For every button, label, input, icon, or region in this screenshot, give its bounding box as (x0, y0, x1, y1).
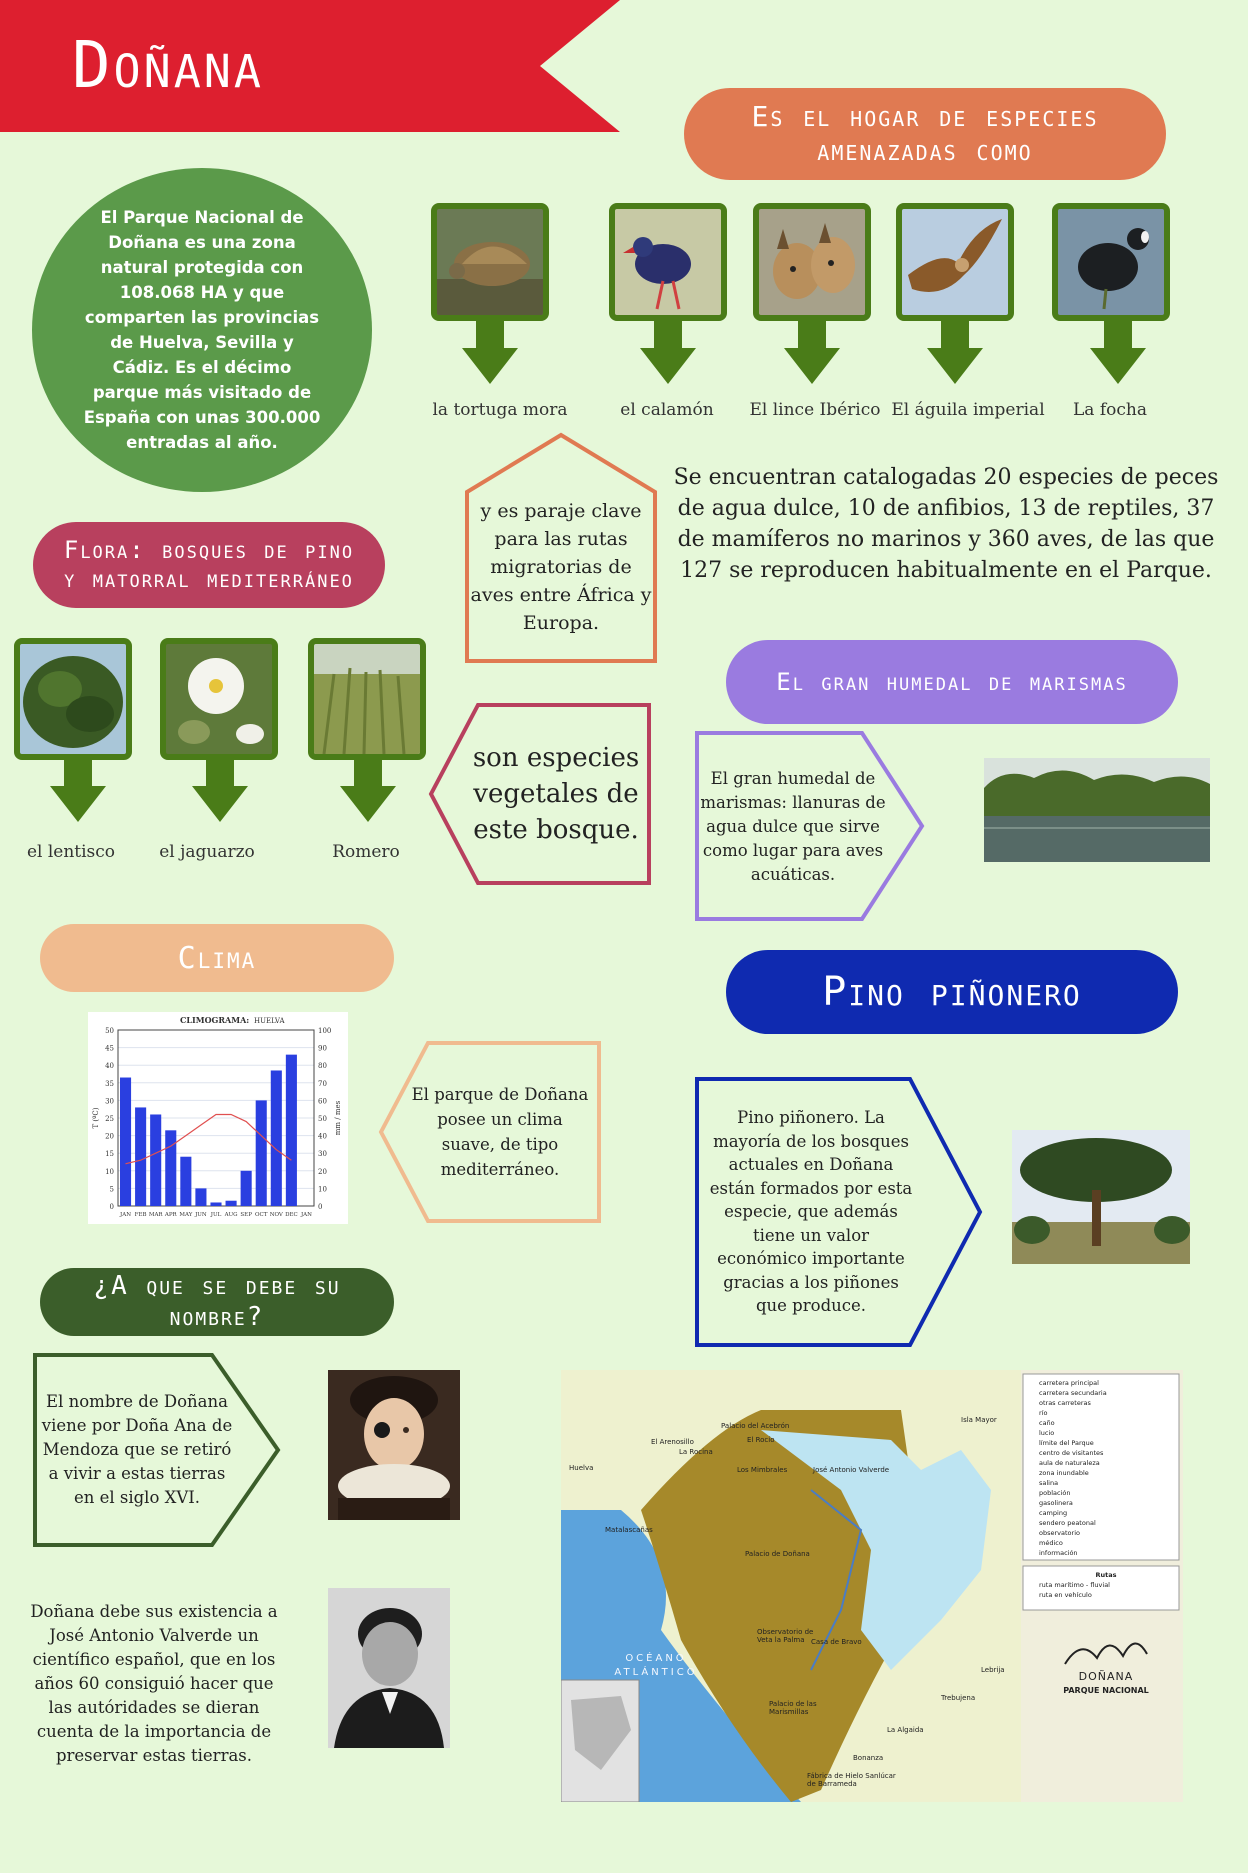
precip-bar (150, 1114, 161, 1206)
y-tick-right: 10 (318, 1185, 327, 1194)
legend-item: aula de naturaleza (1039, 1459, 1100, 1467)
migration-note: y es paraje clave para las rutas migratorias de aves entre África y Europa. (470, 500, 652, 634)
legend-item: población (1039, 1489, 1071, 1497)
map-logo-sub: PARQUE NACIONAL (1063, 1686, 1149, 1695)
precip-bar (286, 1055, 297, 1206)
map-place-label: Lebrija (981, 1666, 1005, 1674)
map-place-label: Matalascañas (605, 1526, 653, 1534)
climate-heading (40, 924, 394, 992)
arrow-down-icon (782, 320, 842, 386)
coot-photo (1052, 203, 1170, 321)
climogram-chart (88, 1012, 348, 1224)
map-place-label: Palacio del Acebrón (721, 1422, 790, 1430)
wetland-text: El gran humedal de marismas: llanuras de agua dulce que sirve como lugar para aves acuáticas. (700, 769, 886, 884)
page-title: Doñana (72, 29, 264, 103)
y-tick-right: 100 (318, 1027, 332, 1035)
intro-circle (32, 168, 372, 492)
legend-item: carretera secundaria (1039, 1389, 1107, 1397)
y-tick-right: 40 (318, 1132, 327, 1141)
map-place-label: Huelva (569, 1464, 594, 1472)
precip-bar (195, 1188, 206, 1206)
legend-item: otras carreteras (1039, 1399, 1091, 1407)
iberian-lynx-photo (753, 203, 871, 321)
y-tick-left: 25 (105, 1115, 114, 1123)
name-heading-text: ¿A que se debe su nombre? (93, 1271, 341, 1332)
wetland-heading-text: El gran humedal de marismas (776, 667, 1128, 696)
climate-text: El parque de Doñana posee un clima suave, de tipo mediterráneo. (411, 1085, 589, 1179)
map-place-label: Observatorio de Veta la Palma (757, 1628, 814, 1644)
legend-item: centro de visitantes (1039, 1449, 1104, 1457)
map-legend (1039, 1378, 1173, 1558)
legend-item: sendero peatonal (1039, 1519, 1096, 1527)
x-tick-label: SEP (240, 1212, 252, 1218)
x-tick-label: AUG (224, 1212, 238, 1218)
y-tick-left: 40 (105, 1062, 114, 1071)
legend-item: zona inundable (1039, 1469, 1089, 1477)
y-tick-right: 30 (318, 1150, 327, 1159)
name-origin-text: El nombre de Doñana viene por Doña Ana de Mendoza que se retiró a vivir a estas tierras en el siglo XVI. (41, 1392, 233, 1507)
ana-de-mendoza-portrait (328, 1370, 460, 1520)
species-caption: La focha (1073, 400, 1147, 420)
arrow-down-icon (925, 320, 985, 386)
precip-bar (256, 1100, 267, 1206)
precip-bar (271, 1070, 282, 1206)
y-tick-left: 10 (105, 1167, 114, 1176)
x-tick-label: MAY (179, 1212, 193, 1218)
species-caption: El lince Ibérico (749, 400, 881, 420)
map-place-label: Palacio de las Marismillas (769, 1700, 817, 1716)
y-tick-left: 50 (105, 1027, 114, 1035)
y-tick-right: 90 (318, 1044, 327, 1053)
x-tick-label: NOV (269, 1212, 283, 1218)
legend-item: gasolinera (1039, 1499, 1073, 1507)
precip-bar (120, 1078, 131, 1206)
precip-bar (135, 1107, 146, 1206)
flora-heading (33, 522, 385, 608)
name-heading (40, 1268, 394, 1336)
valverde-portrait (328, 1588, 450, 1748)
x-tick-label: MAR (148, 1212, 163, 1218)
flora-caption: el jaguarzo (159, 842, 255, 862)
arrow-down-icon (638, 320, 698, 386)
arrow-down-icon (1088, 320, 1148, 386)
y-tick-right: 70 (318, 1079, 327, 1088)
map-place-label: La Rocina (679, 1448, 713, 1456)
y-axis-label-left: T (ºC) (92, 1107, 100, 1129)
flora-caption: Romero (332, 842, 400, 862)
x-tick-label: JAN (300, 1212, 312, 1218)
precip-bar (180, 1157, 191, 1206)
map-place-label: Isla Mayor (961, 1416, 997, 1424)
route-item: ruta en vehículo (1039, 1591, 1092, 1599)
legend-item: límite del Parque (1039, 1439, 1094, 1447)
rockrose-flower-photo (160, 638, 278, 760)
tortoise-photo (431, 203, 549, 321)
valverde-text: Doñana debe sus existencia a José Antonio Valverde un científico español, que en los años 60 consiguió hacer que las autóridades se dieran cuenta de la importancia de preservar estas tierras. (30, 1602, 278, 1765)
flora-heading-text: Flora: bosques de pino y matorral mediterráneo (63, 536, 355, 593)
y-tick-left: 15 (105, 1150, 114, 1159)
y-tick-right: 80 (318, 1062, 327, 1071)
pine-heading-text: Pino piñonero (822, 969, 1082, 1015)
species-heading (684, 88, 1166, 180)
purple-swamphen-photo (609, 203, 727, 321)
precip-bar (226, 1201, 237, 1206)
y-tick-left: 45 (105, 1044, 114, 1053)
stone-pine-photo (1012, 1130, 1190, 1264)
precip-bar (210, 1202, 221, 1206)
legend-item: información (1039, 1549, 1078, 1557)
arrow-down-icon (338, 758, 398, 824)
climate-heading-text: Clima (177, 940, 257, 976)
species-caption: la tortuga mora (432, 400, 568, 420)
legend-item: carretera principal (1039, 1379, 1099, 1387)
x-tick-label: JUN (195, 1212, 207, 1218)
y-tick-left: 0 (109, 1203, 114, 1211)
arrow-down-icon (48, 758, 108, 824)
map-sea-label: OCÉANO ATLÁNTICO (614, 1653, 698, 1678)
legend-item: camping (1039, 1509, 1068, 1517)
map-place-label: Trebujena (941, 1694, 976, 1702)
species-caption: el calamón (620, 400, 714, 420)
y-tick-right: 50 (318, 1115, 327, 1123)
legend-item: médico (1039, 1539, 1063, 1547)
intro-text: El Parque Nacional de Doñana es una zona natural protegida con 108.068 HA y que comparten las provincias de Huelva, Sevilla y Cádiz. Es el décimo parque más visitado de España con unas 300.000 entradas al año. (83, 208, 321, 452)
donana-logo-icon (1061, 1628, 1151, 1668)
map-place-label: Casa de Bravo (811, 1638, 862, 1646)
map-place-label: El Rocío (747, 1436, 775, 1444)
y-tick-left: 5 (109, 1185, 114, 1194)
route-item: ruta marítimo - fluvial (1039, 1581, 1110, 1589)
precip-bar (241, 1171, 252, 1206)
x-tick-label: DEC (285, 1212, 298, 1218)
routes-heading: Rutas (1095, 1571, 1117, 1579)
legend-item: caño (1039, 1419, 1055, 1427)
arrow-down-icon (190, 758, 250, 824)
y-tick-right: 0 (318, 1203, 323, 1211)
species-caption: El águila imperial (891, 400, 1045, 420)
species-heading-text: Es el hogar de especies amenazadas como (751, 100, 1099, 167)
y-tick-left: 20 (105, 1132, 114, 1141)
chart-subtitle: HUELVA (254, 1017, 285, 1025)
y-tick-left: 30 (105, 1097, 114, 1106)
y-tick-left: 35 (105, 1079, 114, 1088)
x-tick-label: OCT (255, 1212, 268, 1218)
x-tick-label: JUL (210, 1212, 222, 1218)
catalog-text: Se encuentran catalogadas 20 especies de peces de agua dulce, 10 de anfibios, 13 de reptiles, 37 de mamíferos no marinos y 360 aves, de las que 127 se reproducen habitualmente en el Parque. (673, 465, 1219, 583)
flora-caption: el lentisco (26, 842, 116, 862)
rosemary-photo (308, 638, 426, 760)
precip-bar (165, 1130, 176, 1206)
wetland-heading (726, 640, 1178, 724)
x-tick-label: FEB (134, 1212, 147, 1218)
x-tick-label: JAN (120, 1212, 132, 1218)
legend-item: salina (1039, 1479, 1059, 1487)
x-tick-label: APR (164, 1212, 177, 1218)
pine-heading (726, 950, 1178, 1034)
y-axis-label-right: mm / mes (334, 1100, 342, 1136)
donana-map (561, 1370, 1183, 1802)
y-tick-right: 60 (318, 1097, 327, 1106)
legend-item: río (1039, 1409, 1048, 1417)
map-place-label: La Algaida (887, 1726, 924, 1734)
map-routes-legend (1039, 1570, 1173, 1600)
y-tick-right: 20 (318, 1167, 327, 1176)
wetland-photo (984, 758, 1210, 862)
map-place-label: Palacio de Doñana (745, 1550, 810, 1558)
map-logo-text: DOÑANA (1078, 1670, 1134, 1683)
chart-title: CLIMOGRAMA: (180, 1015, 250, 1025)
legend-item: observatorio (1039, 1529, 1080, 1537)
map-place-label: Los Mimbrales (737, 1466, 788, 1474)
imperial-eagle-photo (896, 203, 1014, 321)
pine-text: Pino piñonero. La mayoría de los bosques actuales en Doñana están formados por esta especie, que además tiene un valor económico importante gracias a los piñones que produce. (709, 1108, 913, 1316)
flora-note: son especies vegetales de este bosque. (472, 743, 640, 845)
map-place-label: José Antonio Valverde (813, 1466, 890, 1474)
map-place-label: Fábrica de Hielo Sanlúcar de Barrameda (807, 1772, 896, 1788)
legend-item: lucio (1039, 1429, 1055, 1437)
arrow-down-icon (460, 320, 520, 386)
map-place-label: El Arenosillo (651, 1438, 694, 1446)
mastic-shrub-photo (14, 638, 132, 760)
map-place-label: Bonanza (853, 1754, 884, 1762)
